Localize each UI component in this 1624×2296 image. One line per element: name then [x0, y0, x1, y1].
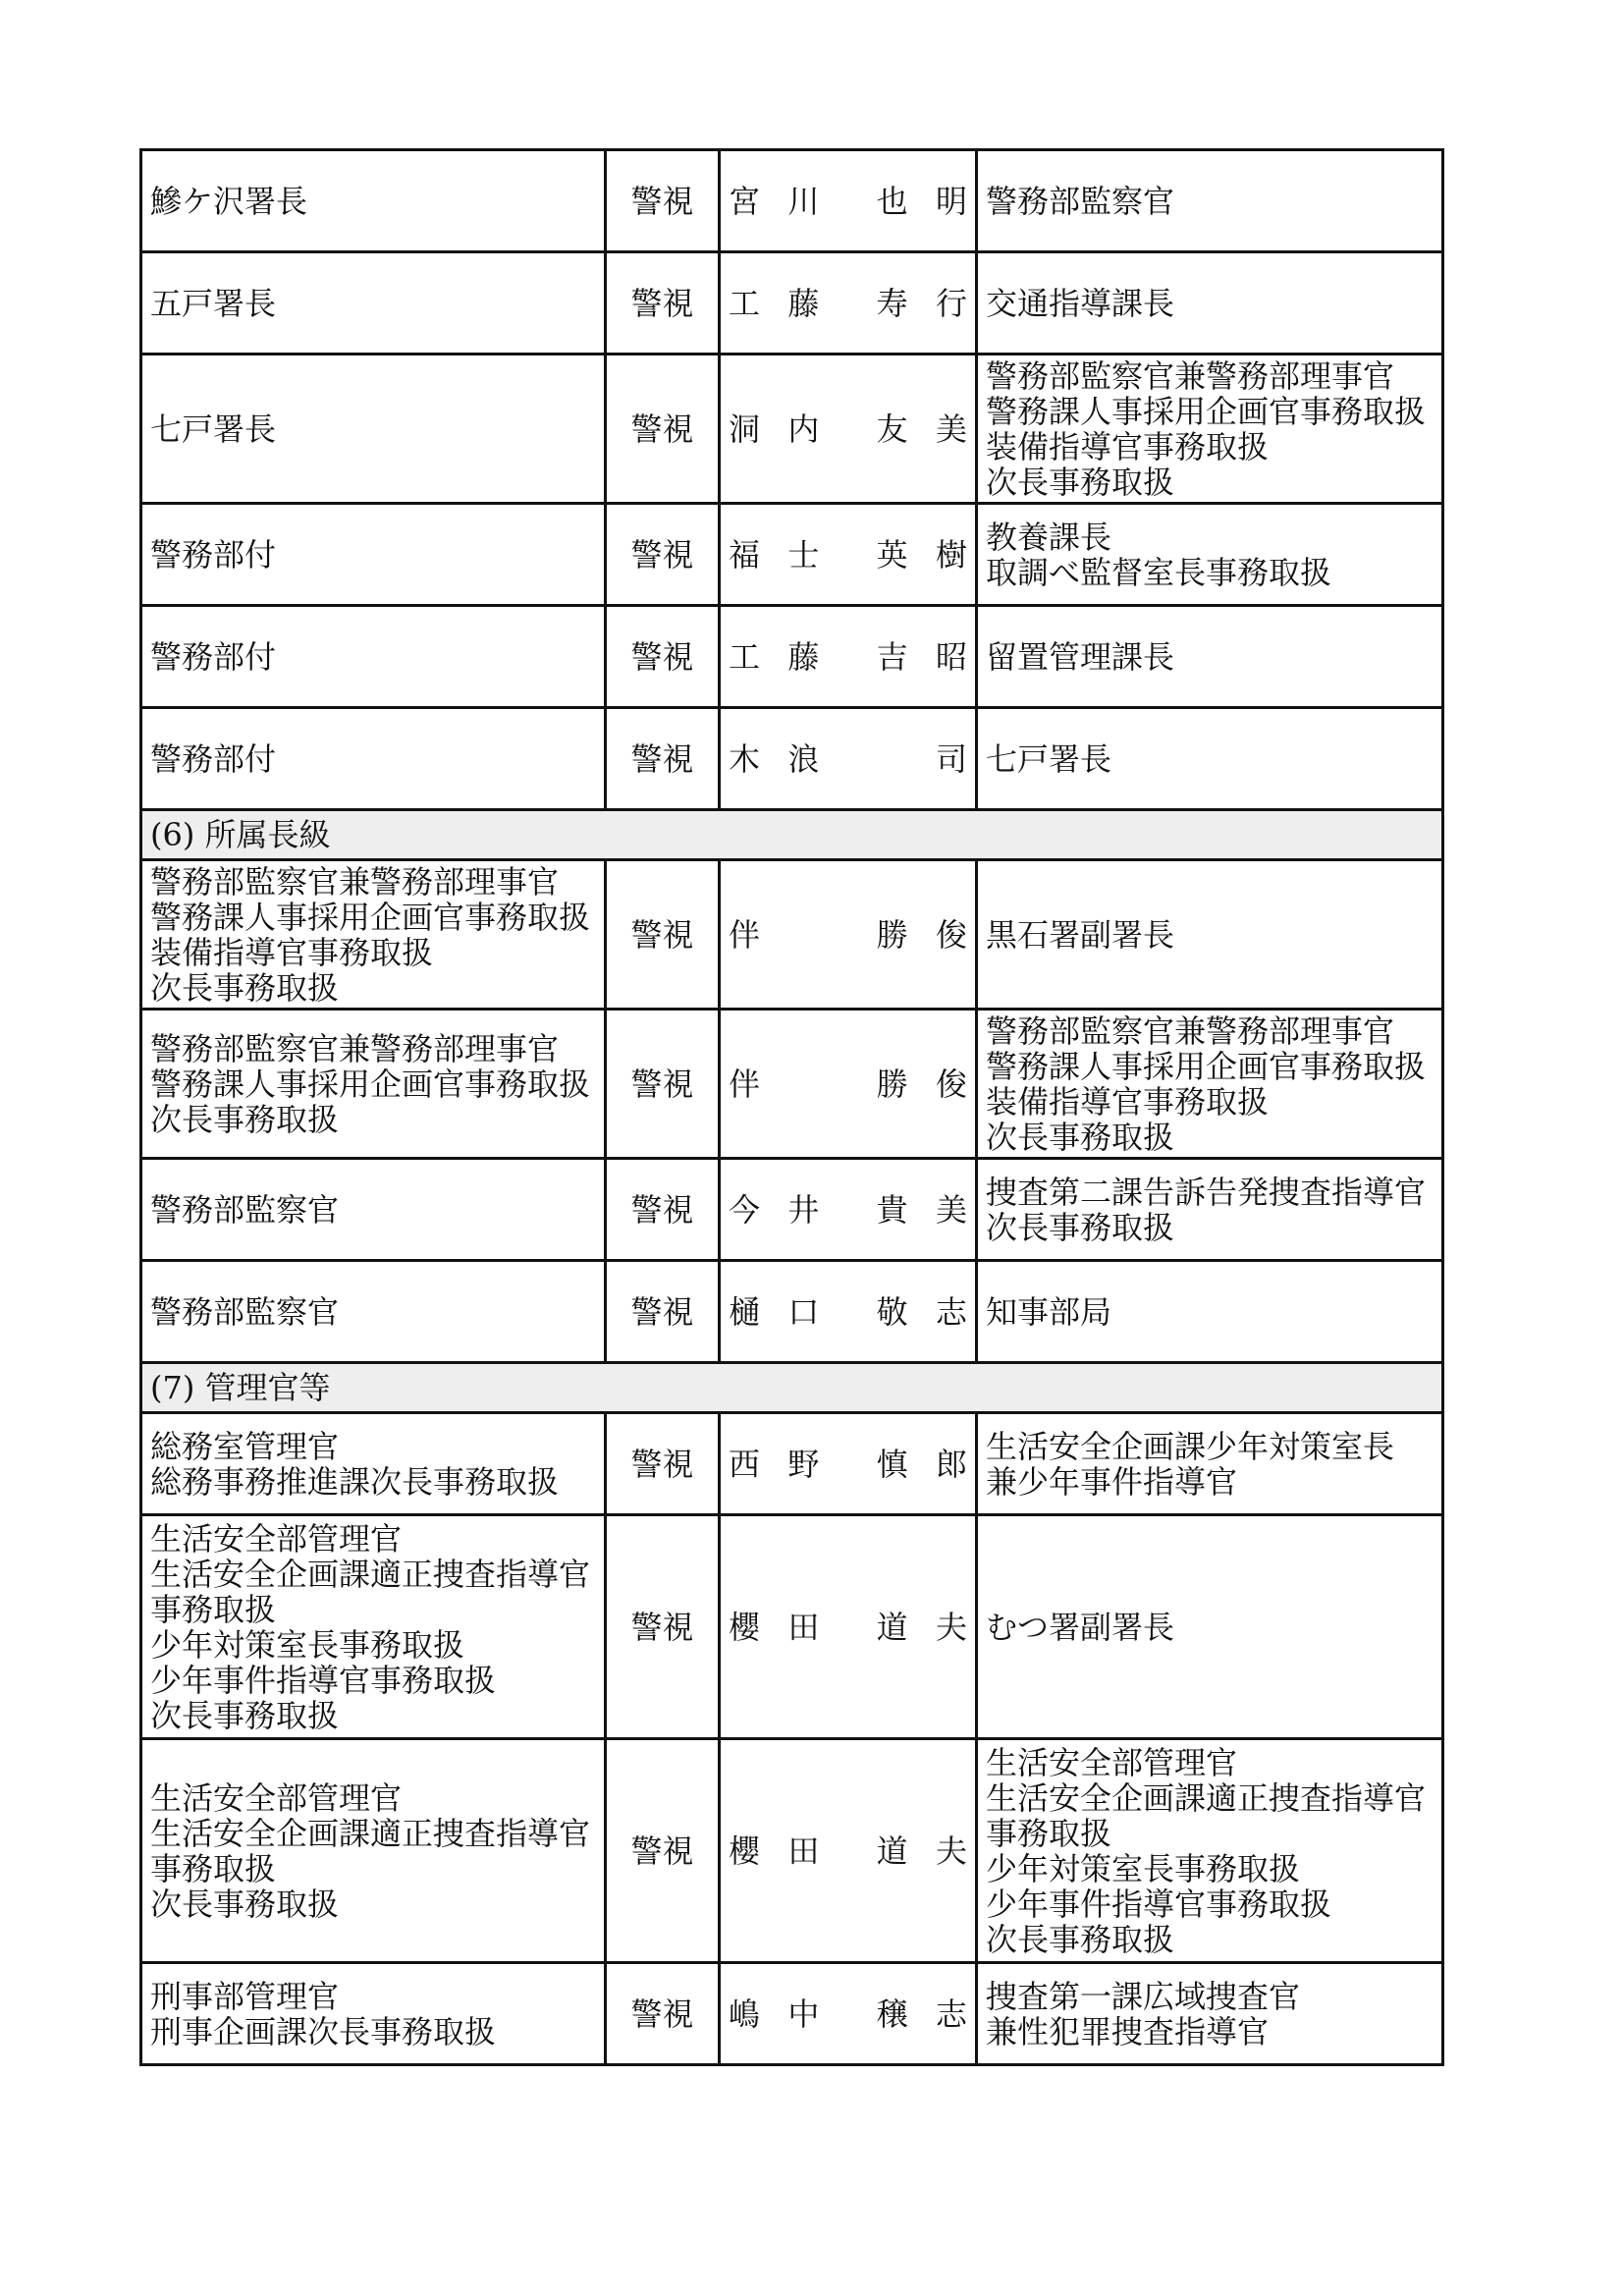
previous-post-cell	[977, 1515, 1443, 1739]
previous-post-cell-line: 留置管理課長	[986, 637, 1175, 676]
new-post-cell-line: 五戸署長	[150, 284, 277, 322]
previous-post-cell-line: 次長事務取扱	[986, 463, 1175, 501]
family-name	[729, 1610, 819, 1645]
family-name-char: 嶋	[729, 1995, 761, 2033]
given-name-char: 志	[935, 1292, 967, 1331]
section-title: (6) 所属長級	[141, 810, 1443, 860]
family-name-char: 藤	[787, 637, 820, 676]
person-name-cell	[720, 1515, 977, 1739]
new-post-cell-line: 生活安全企画課適正捜査指導官	[150, 1814, 591, 1852]
given-name	[877, 1192, 967, 1228]
previous-post-cell	[977, 150, 1443, 252]
new-post-cell	[141, 1413, 606, 1515]
new-post-cell	[141, 1159, 606, 1261]
family-name	[729, 741, 819, 777]
rank-cell: 警視	[606, 504, 720, 606]
previous-post-cell-line: 捜査第二課告訴告発捜査指導官	[986, 1173, 1427, 1211]
family-name	[729, 537, 819, 573]
family-name-char: 野	[787, 1445, 820, 1483]
family-name-char: 井	[787, 1190, 820, 1229]
previous-post-cell-line: 兼少年事件指導官	[986, 1462, 1238, 1501]
new-post-cell-line: 少年対策室長事務取扱	[150, 1625, 465, 1664]
new-post-cell-line: 警務課人事採用企画官事務取扱	[150, 1065, 591, 1103]
table-row	[141, 860, 1443, 1010]
family-name	[729, 286, 819, 321]
new-post-cell-line: 刑事企画課次長事務取扱	[150, 2012, 497, 2050]
previous-post-cell-line: 次長事務取扱	[986, 1118, 1175, 1156]
person-name-cell	[720, 252, 977, 355]
new-post-cell-line: 警務部監察官	[150, 1190, 340, 1229]
given-name-char: 貴	[876, 1190, 908, 1229]
previous-post-cell-line: 事務取扱	[986, 1814, 1112, 1852]
family-name-char: 西	[729, 1445, 761, 1483]
table-row	[141, 1413, 1443, 1515]
new-post-cell-line: 次長事務取扱	[150, 1696, 340, 1734]
new-post-cell-line: 事務取扱	[150, 1849, 277, 1887]
person-name-cell	[720, 1739, 977, 1963]
new-post-cell	[141, 504, 606, 606]
rank-cell: 警視	[606, 1515, 720, 1739]
previous-post-cell	[977, 355, 1443, 504]
family-name	[729, 1996, 819, 2032]
rank-cell: 警視	[606, 606, 720, 708]
previous-post-cell-line: 生活安全部管理官	[986, 1743, 1238, 1781]
given-name	[877, 286, 967, 321]
given-name-char: 慎	[876, 1445, 908, 1483]
family-name-char: 福	[729, 535, 761, 574]
previous-post-cell-line: 生活安全企画課少年対策室長	[986, 1427, 1395, 1465]
family-name-char: 伴	[729, 1065, 761, 1103]
family-name-char: 工	[729, 284, 761, 322]
new-post-cell	[141, 860, 606, 1010]
family-name-char: 川	[787, 182, 820, 220]
given-name	[877, 1610, 967, 1645]
given-name-char: 勝	[876, 915, 908, 954]
previous-post-cell-line: 装備指導官事務取扱	[986, 1082, 1270, 1121]
family-name-char: 樋	[729, 1292, 761, 1331]
family-name-char: 木	[729, 739, 761, 778]
table-row	[141, 1159, 1443, 1261]
new-post-cell-line: 警務部付	[150, 535, 277, 574]
new-post-cell	[141, 1739, 606, 1963]
previous-post-cell-line: 七戸署長	[986, 739, 1112, 778]
new-post-cell-line: 装備指導官事務取扱	[150, 933, 434, 971]
previous-post-cell-line: 警務部監察官兼警務部理事官	[986, 356, 1395, 395]
new-post-cell-line: 刑事部管理官	[150, 1977, 340, 2015]
new-post-cell	[141, 252, 606, 355]
family-name-char: 藤	[787, 284, 820, 322]
new-post-cell-line: 警務部監察官	[150, 1292, 340, 1331]
new-post-cell-line: 次長事務取扱	[150, 968, 340, 1007]
new-post-cell-line: 次長事務取扱	[150, 1100, 340, 1138]
family-name	[729, 1066, 819, 1102]
new-post-cell-line: 警務部付	[150, 637, 277, 676]
new-post-cell-line: 少年事件指導官事務取扱	[150, 1661, 497, 1699]
given-name-char: 美	[935, 410, 967, 448]
rank-cell: 警視	[606, 1010, 720, 1159]
family-name-char: 伴	[729, 915, 761, 954]
given-name-char: 司	[935, 739, 967, 778]
family-name-char: 口	[787, 1292, 820, 1331]
person-name-cell	[720, 1413, 977, 1515]
rank-cell: 警視	[606, 708, 720, 810]
previous-post-cell-line: 警務部監察官兼警務部理事官	[986, 1011, 1395, 1050]
new-post-cell	[141, 1010, 606, 1159]
given-name-char: 美	[935, 1190, 967, 1229]
given-name-char: 明	[935, 182, 967, 220]
given-name	[877, 639, 967, 675]
given-name-char: 俊	[935, 915, 967, 954]
previous-post-cell-line: 捜査第一課広域捜査官	[986, 1977, 1301, 2015]
family-name	[729, 1447, 819, 1482]
family-name	[729, 184, 819, 219]
given-name	[877, 1447, 967, 1482]
rank-cell: 警視	[606, 860, 720, 1010]
family-name-char: 田	[787, 1831, 820, 1870]
previous-post-cell	[977, 1010, 1443, 1159]
family-name-char: 田	[787, 1608, 820, 1646]
personnel-table	[139, 148, 1444, 2066]
family-name	[729, 1294, 819, 1330]
person-name-cell	[720, 606, 977, 708]
person-name-cell	[720, 708, 977, 810]
person-name-cell	[720, 1159, 977, 1261]
previous-post-cell-line: むつ署副署長	[986, 1608, 1175, 1646]
person-name-cell	[720, 1261, 977, 1363]
new-post-cell-line: 総務室管理官	[150, 1427, 340, 1465]
previous-post-cell-line: 黒石署副署長	[986, 915, 1175, 954]
given-name-char: 夫	[935, 1608, 967, 1646]
rank-cell: 警視	[606, 1261, 720, 1363]
previous-post-cell	[977, 252, 1443, 355]
new-post-cell-line: 生活安全部管理官	[150, 1519, 403, 1558]
new-post-cell-line: 生活安全企画課適正捜査指導官	[150, 1555, 591, 1593]
given-name-char: 郎	[935, 1445, 967, 1483]
given-name	[877, 1066, 967, 1102]
new-post-cell-line: 次長事務取扱	[150, 1885, 340, 1923]
rank-cell: 警視	[606, 355, 720, 504]
family-name-char: 宮	[729, 182, 761, 220]
rank-cell: 警視	[606, 1413, 720, 1515]
table-row	[141, 252, 1443, 355]
previous-post-cell-line: 警務部監察官	[986, 182, 1175, 220]
person-name-cell	[720, 1963, 977, 2065]
previous-post-cell-line: 装備指導官事務取扱	[986, 427, 1270, 465]
family-name	[729, 1833, 819, 1869]
family-name	[729, 411, 819, 447]
family-name	[729, 1192, 819, 1228]
new-post-cell	[141, 150, 606, 252]
person-name-cell	[720, 504, 977, 606]
person-name-cell	[720, 150, 977, 252]
previous-post-cell-line: 交通指導課長	[986, 284, 1175, 322]
rank-cell: 警視	[606, 150, 720, 252]
given-name-char: 道	[876, 1608, 908, 1646]
person-name-cell	[720, 355, 977, 504]
previous-post-cell	[977, 860, 1443, 1010]
previous-post-cell	[977, 708, 1443, 810]
family-name-char: 士	[787, 535, 820, 574]
family-name-char: 浪	[787, 739, 820, 778]
section-title: (7) 管理官等	[141, 1363, 1443, 1413]
previous-post-cell-line: 少年対策室長事務取扱	[986, 1849, 1301, 1887]
given-name-char: 道	[876, 1831, 908, 1870]
new-post-cell	[141, 1261, 606, 1363]
given-name	[877, 1833, 967, 1869]
new-post-cell-line: 生活安全部管理官	[150, 1778, 403, 1817]
section-header-row	[141, 1363, 1443, 1413]
previous-post-cell-line: 少年事件指導官事務取扱	[986, 1885, 1332, 1923]
family-name-char: 洞	[729, 410, 761, 448]
new-post-cell-line: 警務部付	[150, 739, 277, 778]
family-name	[729, 639, 819, 675]
new-post-cell	[141, 1963, 606, 2065]
table-row	[141, 355, 1443, 504]
family-name-char: 櫻	[729, 1608, 761, 1646]
new-post-cell-line: 七戸署長	[150, 410, 277, 448]
given-name	[877, 1996, 967, 2032]
rank-cell: 警視	[606, 252, 720, 355]
rank-cell: 警視	[606, 1739, 720, 1963]
new-post-cell-line: 警務部監察官兼警務部理事官	[150, 862, 560, 901]
given-name	[877, 1294, 967, 1330]
previous-post-cell	[977, 606, 1443, 708]
given-name-char: 勝	[876, 1065, 908, 1103]
given-name-char: 昭	[935, 637, 967, 676]
new-post-cell-line: 総務事務推進課次長事務取扱	[150, 1462, 560, 1501]
given-name-char: 行	[935, 284, 967, 322]
new-post-cell	[141, 708, 606, 810]
new-post-cell	[141, 1515, 606, 1739]
given-name-char: 敬	[876, 1292, 908, 1331]
family-name-char: 内	[787, 410, 820, 448]
given-name-char: 俊	[935, 1065, 967, 1103]
family-name-char: 中	[787, 1995, 820, 2033]
table-row	[141, 606, 1443, 708]
family-name-char: 今	[729, 1190, 761, 1229]
previous-post-cell	[977, 1963, 1443, 2065]
table-row	[141, 1963, 1443, 2065]
previous-post-cell-line: 生活安全企画課適正捜査指導官	[986, 1778, 1427, 1817]
previous-post-cell-line: 次長事務取扱	[986, 1920, 1175, 1958]
new-post-cell-line: 事務取扱	[150, 1590, 277, 1628]
given-name	[877, 411, 967, 447]
given-name-char: 志	[935, 1995, 967, 2033]
given-name-char: 也	[876, 182, 908, 220]
table-row	[141, 1261, 1443, 1363]
given-name	[877, 741, 967, 777]
rank-cell: 警視	[606, 1159, 720, 1261]
given-name-char: 樹	[935, 535, 967, 574]
table-row	[141, 1010, 1443, 1159]
previous-post-cell	[977, 1739, 1443, 1963]
new-post-cell	[141, 606, 606, 708]
previous-post-cell-line: 警務課人事採用企画官事務取扱	[986, 1047, 1427, 1085]
rank-cell: 警視	[606, 1963, 720, 2065]
given-name-char: 寿	[876, 284, 908, 322]
section-header-row	[141, 810, 1443, 860]
new-post-cell-line: 警務部監察官兼警務部理事官	[150, 1029, 560, 1067]
previous-post-cell-line: 取調べ監督室長事務取扱	[986, 553, 1332, 591]
new-post-cell-line: 鰺ケ沢署長	[150, 182, 308, 220]
family-name-char: 工	[729, 637, 761, 676]
previous-post-cell-line: 警務課人事採用企画官事務取扱	[986, 392, 1427, 430]
previous-post-cell-line: 知事部局	[986, 1292, 1112, 1331]
given-name-char: 友	[876, 410, 908, 448]
given-name	[877, 537, 967, 573]
previous-post-cell-line: 教養課長	[986, 518, 1112, 556]
table-row	[141, 150, 1443, 252]
table-row	[141, 1739, 1443, 1963]
family-name	[729, 917, 819, 953]
previous-post-cell	[977, 1261, 1443, 1363]
table-row	[141, 1515, 1443, 1739]
previous-post-cell-line: 兼性犯罪捜査指導官	[986, 2012, 1270, 2050]
previous-post-cell	[977, 1413, 1443, 1515]
given-name	[877, 917, 967, 953]
given-name-char: 夫	[935, 1831, 967, 1870]
table-row	[141, 504, 1443, 606]
previous-post-cell-line: 次長事務取扱	[986, 1208, 1175, 1246]
table-row	[141, 708, 1443, 810]
person-name-cell	[720, 1010, 977, 1159]
previous-post-cell	[977, 504, 1443, 606]
given-name	[877, 184, 967, 219]
new-post-cell	[141, 355, 606, 504]
given-name-char: 穣	[876, 1995, 908, 2033]
previous-post-cell	[977, 1159, 1443, 1261]
family-name-char: 櫻	[729, 1831, 761, 1870]
given-name-char: 英	[876, 535, 908, 574]
person-name-cell	[720, 860, 977, 1010]
given-name-char: 吉	[876, 637, 908, 676]
new-post-cell-line: 警務課人事採用企画官事務取扱	[150, 898, 591, 936]
